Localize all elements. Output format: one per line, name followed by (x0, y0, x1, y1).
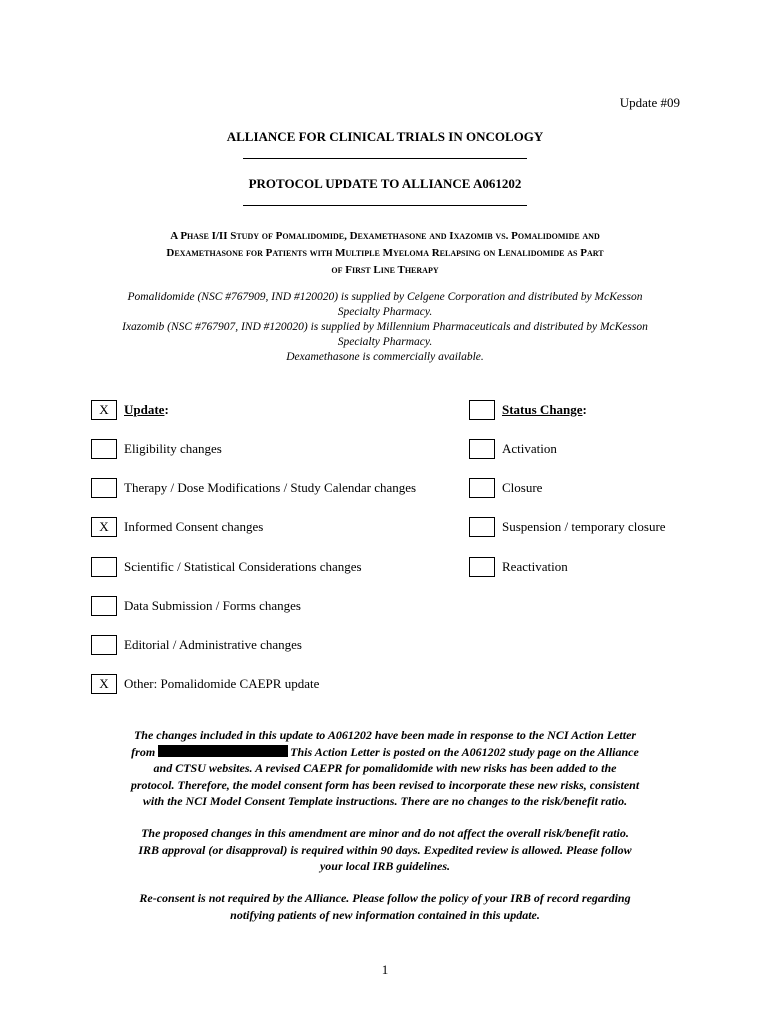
paragraph-line (85, 744, 685, 761)
divider-rule (243, 158, 527, 159)
suspension-label: Suspension / temporary closure (502, 519, 666, 534)
supply-line: Specialty Pharmacy. (337, 306, 433, 318)
study-title-line: Dexamethasone for Patients with Multiple Myeloma Relapsing on Lenalidomide as Part (166, 247, 604, 259)
heading-colon: : (164, 402, 169, 417)
activation-checkbox[interactable] (469, 439, 495, 459)
status-change-checkbox[interactable] (469, 400, 495, 420)
scientific-changes-checkbox[interactable] (91, 557, 117, 577)
paragraph-line: The proposed changes in this amendment are minor and do not affect the overall risk/benefit ratio. (141, 826, 629, 840)
therapy-changes-label: Therapy / Dose Modifications / Study Calendar changes (124, 480, 417, 495)
therapy-changes-checkbox[interactable] (91, 478, 117, 498)
eligibility-changes-checkbox[interactable] (91, 439, 117, 459)
update-heading-text: Update (124, 402, 165, 417)
paragraph-line: protocol. Therefore, the model consent form has been revised to incorporate these new risks, consistent (130, 777, 640, 792)
informed-consent-checkbox[interactable]: X (91, 517, 117, 537)
reactivation-checkbox[interactable] (469, 557, 495, 577)
study-title-line: of First Line Therapy (331, 264, 439, 276)
study-title (85, 228, 685, 279)
heading-colon: : (582, 402, 587, 417)
update-heading (124, 402, 169, 418)
paragraph-line: IRB approval (or disapproval) is required within 90 days. Expedited review is allowed. Please follow (138, 842, 632, 857)
eligibility-changes-label: Eligibility changes (124, 441, 222, 456)
redacted-date-block (158, 745, 288, 757)
divider-rule (243, 205, 527, 206)
supply-line: Ixazomib (NSC #767907, IND #120020) is supplied by Millennium Pharmaceuticals and distributed by McKesson (122, 321, 648, 333)
supply-line: Pomalidomide (NSC #767909, IND #120020) is supplied by Celgene Corporation and distributed by McKesson (127, 291, 643, 303)
supply-line: Dexamethasone is commercially available. (286, 351, 484, 363)
paragraph-line: and CTSU websites. A revised CAEPR for pomalidomide with new risks has been added to the (153, 761, 617, 775)
editorial-changes-checkbox[interactable] (91, 635, 117, 655)
scientific-changes-label: Scientific / Statistical Considerations changes (124, 559, 362, 574)
reactivation-label: Reactivation (502, 559, 568, 574)
paragraph-line: with the NCI Model Consent Template instructions. There are no changes to the risk/benefit ratio. (142, 794, 628, 808)
suspension-checkbox[interactable] (469, 517, 495, 537)
status-change-heading (502, 402, 587, 418)
from-word: from (131, 744, 156, 759)
update-number: Update #09 (619, 95, 680, 110)
data-submission-checkbox[interactable] (91, 596, 117, 616)
organization-title: ALLIANCE FOR CLINICAL TRIALS IN ONCOLOGY (226, 129, 544, 144)
change-explanation-paragraph (85, 727, 685, 810)
drug-supply-info (85, 290, 685, 365)
paragraph-line: notifying patients of new information contained in this update. (230, 907, 540, 922)
paragraph-line: The changes included in this update to A061202 have been made in response to the NCI Action Letter (133, 728, 637, 742)
activation-label: Activation (502, 441, 557, 456)
paragraph-line: your local IRB guidelines. (319, 859, 450, 873)
study-title-line: A Phase I/II Study of Pomalidomide, Dexamethasone and Ixazomib vs. Pomalidomide and (170, 230, 600, 242)
supply-line: Specialty Pharmacy. (337, 336, 433, 348)
irb-approval-paragraph (85, 825, 685, 875)
other-update-checkbox[interactable]: X (91, 674, 117, 694)
reconsent-paragraph (85, 890, 685, 923)
paragraph-line: Re-consent is not required by the Alliance. Please follow the policy of your IRB of record regarding (139, 891, 631, 905)
other-update-label: Other: Pomalidomide CAEPR update (124, 676, 320, 691)
status-change-heading-text: Status Change (502, 402, 583, 417)
closure-checkbox[interactable] (469, 478, 495, 498)
closure-label: Closure (502, 480, 543, 495)
protocol-update-title: PROTOCOL UPDATE TO ALLIANCE A061202 (248, 176, 522, 191)
update-checkbox[interactable]: X (91, 400, 117, 420)
data-submission-label: Data Submission / Forms changes (124, 598, 301, 613)
paragraph-text: This Action Letter is posted on the A061202 study page on the Alliance (290, 744, 639, 759)
informed-consent-label: Informed Consent changes (124, 519, 264, 534)
editorial-changes-label: Editorial / Administrative changes (124, 637, 302, 652)
page-number: 1 (381, 962, 389, 977)
